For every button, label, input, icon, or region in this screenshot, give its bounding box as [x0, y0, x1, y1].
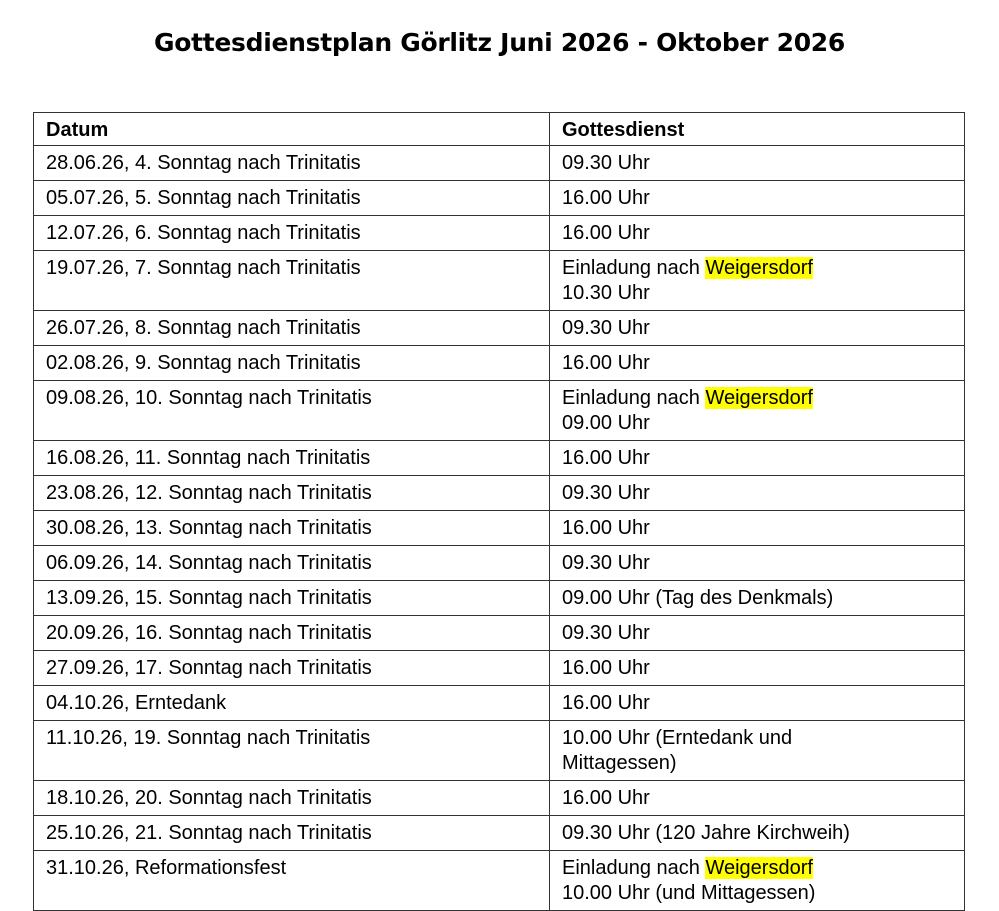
table-row	[34, 511, 965, 546]
invitation-text: Einladung nach	[562, 387, 706, 409]
date-cell: 31.10.26, Reformationsfest	[34, 851, 550, 911]
date-cell: 09.08.26, 10. Sonntag nach Trinitatis	[34, 381, 550, 441]
table-row	[34, 616, 965, 651]
service-cell	[550, 346, 965, 381]
service-line: 09.00 Uhr	[562, 412, 650, 434]
date-cell: 02.08.26, 9. Sonntag nach Trinitatis	[34, 346, 550, 381]
service-line: 16.00 Uhr	[562, 787, 650, 809]
service-line: 16.00 Uhr	[562, 352, 650, 374]
table-row	[34, 381, 965, 441]
date-cell: 27.09.26, 17. Sonntag nach Trinitatis	[34, 651, 550, 686]
date-cell: 19.07.26, 7. Sonntag nach Trinitatis	[34, 251, 550, 311]
service-cell	[550, 181, 965, 216]
table-row	[34, 721, 965, 781]
service-cell	[550, 651, 965, 686]
service-cell	[550, 146, 965, 181]
service-line: 09.30 Uhr	[562, 482, 650, 504]
schedule-body	[34, 146, 965, 911]
service-cell	[550, 546, 965, 581]
invitation-place: Weigersdorf	[705, 857, 813, 879]
service-line: 09.30 Uhr	[562, 317, 650, 339]
service-cell	[550, 851, 965, 911]
invitation-text: Einladung nach	[562, 257, 706, 279]
service-cell	[550, 781, 965, 816]
table-row	[34, 546, 965, 581]
invitation-line	[562, 856, 952, 881]
service-cell	[550, 381, 965, 441]
service-line: 16.00 Uhr	[562, 187, 650, 209]
invitation-text: Einladung nach	[562, 857, 706, 879]
service-line: 09.30 Uhr	[562, 552, 650, 574]
service-line: 16.00 Uhr	[562, 517, 650, 539]
schedule-table	[33, 112, 965, 911]
table-row	[34, 311, 965, 346]
service-line: 16.00 Uhr	[562, 657, 650, 679]
service-cell	[550, 476, 965, 511]
date-cell: 05.07.26, 5. Sonntag nach Trinitatis	[34, 181, 550, 216]
table-row	[34, 441, 965, 476]
table-row	[34, 216, 965, 251]
service-line: 09.30 Uhr (120 Jahre Kirchweih)	[562, 822, 850, 844]
invitation-place: Weigersdorf	[705, 387, 813, 409]
date-cell: 13.09.26, 15. Sonntag nach Trinitatis	[34, 581, 550, 616]
date-cell: 04.10.26, Erntedank	[34, 686, 550, 721]
service-line: Mittagessen)	[562, 752, 677, 774]
date-cell: 16.08.26, 11. Sonntag nach Trinitatis	[34, 441, 550, 476]
date-cell: 18.10.26, 20. Sonntag nach Trinitatis	[34, 781, 550, 816]
service-cell	[550, 251, 965, 311]
service-line: 10.30 Uhr	[562, 282, 650, 304]
service-cell	[550, 311, 965, 346]
table-row	[34, 146, 965, 181]
table-row	[34, 346, 965, 381]
page-title: Gottesdienstplan Görlitz Juni 2026 - Oktober 2026	[154, 28, 845, 57]
date-cell: 25.10.26, 21. Sonntag nach Trinitatis	[34, 816, 550, 851]
service-line: 10.00 Uhr (Erntedank und	[562, 727, 793, 749]
header-datum: Datum	[34, 113, 550, 146]
invitation-line	[562, 386, 952, 411]
table-row	[34, 686, 965, 721]
service-cell	[550, 441, 965, 476]
date-cell: 30.08.26, 13. Sonntag nach Trinitatis	[34, 511, 550, 546]
date-cell: 20.09.26, 16. Sonntag nach Trinitatis	[34, 616, 550, 651]
date-cell: 11.10.26, 19. Sonntag nach Trinitatis	[34, 721, 550, 781]
date-cell: 23.08.26, 12. Sonntag nach Trinitatis	[34, 476, 550, 511]
invitation-line	[562, 256, 952, 281]
date-cell: 26.07.26, 8. Sonntag nach Trinitatis	[34, 311, 550, 346]
date-cell: 06.09.26, 14. Sonntag nach Trinitatis	[34, 546, 550, 581]
service-cell	[550, 216, 965, 251]
date-cell: 12.07.26, 6. Sonntag nach Trinitatis	[34, 216, 550, 251]
table-row	[34, 181, 965, 216]
service-cell	[550, 721, 965, 781]
header-gottesdienst: Gottesdienst	[550, 113, 965, 146]
invitation-place: Weigersdorf	[705, 257, 813, 279]
service-cell	[550, 581, 965, 616]
service-cell	[550, 511, 965, 546]
table-row	[34, 581, 965, 616]
service-line: 09.30 Uhr	[562, 622, 650, 644]
table-row	[34, 781, 965, 816]
date-cell: 28.06.26, 4. Sonntag nach Trinitatis	[34, 146, 550, 181]
table-row	[34, 651, 965, 686]
table-row	[34, 851, 965, 911]
service-line: 16.00 Uhr	[562, 447, 650, 469]
service-cell	[550, 616, 965, 651]
table-row	[34, 816, 965, 851]
header-row	[34, 113, 965, 146]
table-row	[34, 251, 965, 311]
service-line: 10.00 Uhr (und Mittagessen)	[562, 882, 816, 904]
service-line: 09.00 Uhr (Tag des Denkmals)	[562, 587, 834, 609]
service-line: 09.30 Uhr	[562, 152, 650, 174]
service-line: 16.00 Uhr	[562, 692, 650, 714]
service-line: 16.00 Uhr	[562, 222, 650, 244]
service-cell	[550, 816, 965, 851]
table-row	[34, 476, 965, 511]
service-cell	[550, 686, 965, 721]
